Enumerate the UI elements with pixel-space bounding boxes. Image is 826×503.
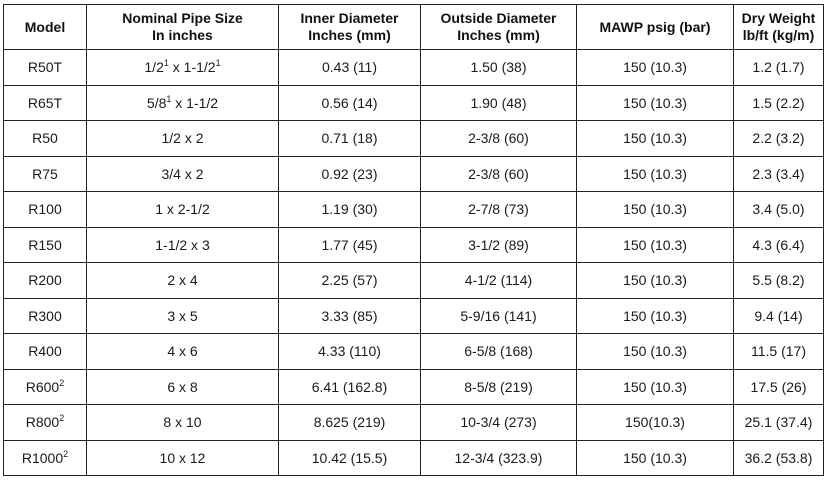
cell-inner-diameter: 4.33 (110) — [279, 334, 421, 370]
header-row — [4, 5, 824, 50]
model-name: R50 — [32, 130, 58, 147]
size-part-a: 1/2 — [144, 59, 164, 76]
model-name: R1000 — [21, 449, 64, 466]
cell-outside-diameter: 3-1/2 (89) — [421, 227, 577, 263]
cell-dry-weight: 3.4 (5.0) — [734, 192, 824, 228]
cell-model — [4, 85, 87, 121]
cell-nominal-pipe-size — [87, 405, 279, 441]
cell-mawp: 150 (10.3) — [577, 50, 734, 86]
model-name: R600 — [25, 378, 60, 395]
cell-mawp: 150 (10.3) — [577, 121, 734, 157]
cell-model — [4, 227, 87, 263]
cell-mawp: 150 (10.3) — [577, 156, 734, 192]
model-name: R800 — [25, 414, 60, 431]
cell-outside-diameter: 5-9/16 (141) — [421, 298, 577, 334]
size-part-b-footnote: 1 — [215, 58, 221, 69]
model-name: R50T — [27, 59, 63, 76]
cell-dry-weight: 25.1 (37.4) — [734, 405, 824, 441]
cell-nominal-pipe-size — [87, 440, 279, 476]
size-part-b: x 1-1/2 — [168, 59, 216, 76]
size-part-a: 3 x 5 — [167, 307, 198, 324]
cell-inner-diameter: 3.33 (85) — [279, 298, 421, 334]
size-part-a: 1 x 2-1/2 — [155, 201, 210, 218]
cell-dry-weight: 1.2 (1.7) — [734, 50, 824, 86]
size-part-a: 8 x 10 — [163, 414, 202, 431]
header-line1: Dry Weight — [741, 10, 816, 26]
model-footnote: 2 — [59, 377, 65, 388]
cell-dry-weight: 9.4 (14) — [734, 298, 824, 334]
cell-nominal-pipe-size — [87, 263, 279, 299]
cell-inner-diameter: 0.56 (14) — [279, 85, 421, 121]
cell-nominal-pipe-size — [87, 192, 279, 228]
size-part-a: 6 x 8 — [167, 378, 198, 395]
cell-inner-diameter: 2.25 (57) — [279, 263, 421, 299]
table-row — [4, 405, 824, 441]
header-line1: Nominal Pipe Size — [122, 10, 243, 26]
size-part-a: 1/2 x 2 — [161, 130, 204, 147]
table-row — [4, 85, 824, 121]
cell-nominal-pipe-size — [87, 121, 279, 157]
cell-inner-diameter: 10.42 (15.5) — [279, 440, 421, 476]
header-mawp-label: MAWP psig (bar) — [599, 18, 711, 35]
cell-model — [4, 369, 87, 405]
cell-nominal-pipe-size — [87, 156, 279, 192]
cell-mawp: 150 (10.3) — [577, 369, 734, 405]
cell-outside-diameter: 12-3/4 (323.9) — [421, 440, 577, 476]
table-header — [4, 5, 824, 50]
header-line1: Inner Diameter — [300, 10, 399, 26]
cell-mawp: 150 (10.3) — [577, 298, 734, 334]
cell-model — [4, 263, 87, 299]
header-line1: Outside Diameter — [440, 10, 557, 26]
table-row — [4, 50, 824, 86]
cell-nominal-pipe-size — [87, 85, 279, 121]
cell-mawp: 150 (10.3) — [577, 85, 734, 121]
cell-inner-diameter: 0.92 (23) — [279, 156, 421, 192]
cell-nominal-pipe-size — [87, 50, 279, 86]
header-outside-diameter — [421, 5, 577, 50]
cell-dry-weight: 5.5 (8.2) — [734, 263, 824, 299]
size-part-b: x 1-1/2 — [171, 94, 219, 111]
table-row — [4, 440, 824, 476]
cell-nominal-pipe-size — [87, 298, 279, 334]
model-name: R65T — [27, 94, 63, 111]
cell-outside-diameter: 2-3/8 (60) — [421, 121, 577, 157]
cell-nominal-pipe-size — [87, 334, 279, 370]
size-part-a: 10 x 12 — [159, 449, 206, 466]
cell-inner-diameter: 0.43 (11) — [279, 50, 421, 86]
table-body — [4, 50, 824, 476]
cell-outside-diameter: 10-3/4 (273) — [421, 405, 577, 441]
model-name: R200 — [28, 272, 62, 289]
cell-model — [4, 405, 87, 441]
cell-mawp: 150(10.3) — [577, 405, 734, 441]
table-row — [4, 227, 824, 263]
cell-inner-diameter: 1.77 (45) — [279, 227, 421, 263]
size-part-a: 5/8 — [146, 94, 167, 111]
cell-nominal-pipe-size — [87, 227, 279, 263]
header-line2: Inches (mm) — [308, 27, 391, 43]
cell-mawp: 150 (10.3) — [577, 192, 734, 228]
cell-nominal-pipe-size — [87, 369, 279, 405]
header-model — [4, 5, 87, 50]
header-line2: In inches — [152, 27, 213, 43]
cell-inner-diameter: 8.625 (219) — [279, 405, 421, 441]
cell-model — [4, 192, 87, 228]
cell-mawp: 150 (10.3) — [577, 227, 734, 263]
cell-outside-diameter: 2-3/8 (60) — [421, 156, 577, 192]
cell-outside-diameter: 4-1/2 (114) — [421, 263, 577, 299]
cell-mawp: 150 (10.3) — [577, 263, 734, 299]
cell-model — [4, 156, 87, 192]
cell-dry-weight: 4.3 (6.4) — [734, 227, 824, 263]
header-dry-weight — [734, 5, 824, 50]
size-part-a: 1-1/2 x 3 — [155, 236, 210, 253]
cell-model — [4, 298, 87, 334]
model-name: R400 — [28, 343, 62, 360]
cell-mawp: 150 (10.3) — [577, 334, 734, 370]
cell-dry-weight: 36.2 (53.8) — [734, 440, 824, 476]
cell-dry-weight: 17.5 (26) — [734, 369, 824, 405]
cell-dry-weight: 2.2 (3.2) — [734, 121, 824, 157]
header-line2: lb/ft (kg/m) — [742, 27, 815, 43]
cell-inner-diameter: 6.41 (162.8) — [279, 369, 421, 405]
header-line2: Inches (mm) — [457, 27, 540, 43]
model-name: R150 — [28, 236, 62, 253]
table-row — [4, 156, 824, 192]
header-mawp — [577, 5, 734, 50]
cell-inner-diameter: 0.71 (18) — [279, 121, 421, 157]
size-part-a: 4 x 6 — [167, 343, 198, 360]
cell-inner-diameter: 1.19 (30) — [279, 192, 421, 228]
model-footnote: 2 — [59, 413, 65, 424]
size-part-a: 3/4 x 2 — [161, 165, 204, 182]
table-row — [4, 334, 824, 370]
cell-outside-diameter: 6-5/8 (168) — [421, 334, 577, 370]
header-model-label: Model — [24, 18, 66, 35]
cell-model — [4, 50, 87, 86]
cell-model — [4, 334, 87, 370]
cell-model — [4, 121, 87, 157]
header-inner-diameter — [279, 5, 421, 50]
model-name: R100 — [28, 201, 62, 218]
model-footnote: 2 — [63, 448, 69, 459]
size-part-a: 2 x 4 — [167, 272, 198, 289]
cell-model — [4, 440, 87, 476]
cell-dry-weight: 2.3 (3.4) — [734, 156, 824, 192]
table-row — [4, 192, 824, 228]
table-row — [4, 121, 824, 157]
cell-dry-weight: 1.5 (2.2) — [734, 85, 824, 121]
cell-mawp: 150 (10.3) — [577, 440, 734, 476]
size-part-a-footnote: 1 — [166, 93, 172, 104]
table-row — [4, 369, 824, 405]
cell-dry-weight: 11.5 (17) — [734, 334, 824, 370]
cell-outside-diameter: 1.90 (48) — [421, 85, 577, 121]
pipe-spec-table — [3, 4, 824, 476]
cell-outside-diameter: 1.50 (38) — [421, 50, 577, 86]
cell-outside-diameter: 8-5/8 (219) — [421, 369, 577, 405]
table-row — [4, 263, 824, 299]
header-nominal-pipe-size — [87, 5, 279, 50]
table-row — [4, 298, 824, 334]
cell-outside-diameter: 2-7/8 (73) — [421, 192, 577, 228]
model-name: R300 — [28, 307, 62, 324]
size-part-a-footnote: 1 — [163, 58, 169, 69]
model-name: R75 — [32, 165, 58, 182]
